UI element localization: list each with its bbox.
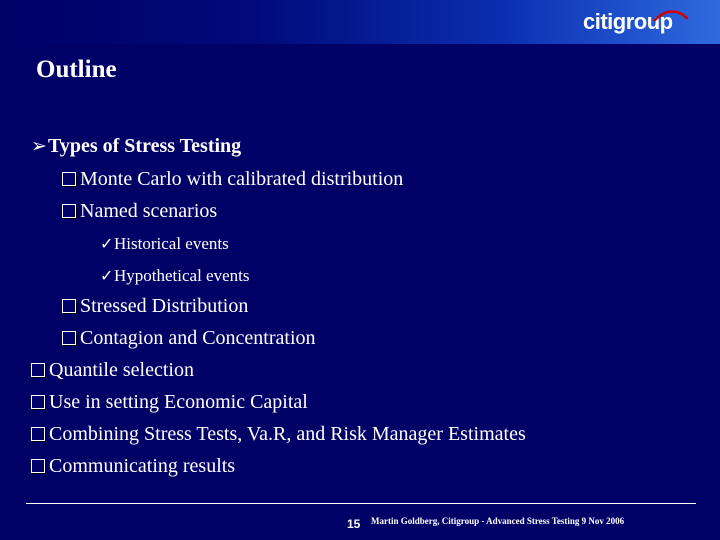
outline-item — [31, 422, 526, 446]
outline-item-text: Communicating results — [49, 455, 236, 477]
outline-item — [62, 326, 316, 350]
square-bullet-icon — [62, 204, 76, 218]
outline-item-text: Monte Carlo with calibrated distribution — [80, 168, 404, 190]
outline-item — [31, 134, 241, 159]
footer-text: Martin Goldberg, Citigroup - Advanced Stress Testing 9 Nov 2006 — [371, 516, 625, 526]
outline-item — [31, 358, 194, 382]
citigroup-logo — [583, 7, 703, 39]
square-bullet-icon — [62, 172, 76, 186]
arrow-bullet-icon: ➢ — [31, 136, 47, 157]
square-bullet-icon — [31, 363, 45, 377]
outline-item — [100, 264, 250, 289]
logo-text: citigroup — [583, 9, 673, 34]
logo-arc-icon — [653, 7, 689, 21]
outline-item-text: Use in setting Economic Capital — [49, 391, 308, 413]
outline-item-text: Types of Stress Testing — [48, 135, 242, 157]
footer-divider — [26, 503, 696, 504]
square-bullet-icon — [31, 395, 45, 409]
page-number: 15 — [347, 517, 361, 531]
outline-item-text: Hypothetical events — [114, 266, 250, 285]
header-bar — [0, 0, 720, 44]
outline-item-text: Named scenarios — [80, 200, 218, 222]
outline-item-text: Historical events — [114, 234, 229, 253]
outline-item-text: Combining Stress Tests, Va.R, and Risk Manager Estimates — [49, 423, 526, 445]
outline-item — [31, 390, 308, 414]
square-bullet-icon — [62, 299, 76, 313]
outline-item — [100, 232, 229, 257]
outline-item-text: Quantile selection — [49, 359, 194, 381]
check-bullet-icon: ✓ — [100, 236, 114, 253]
outline-item-text: Contagion and Concentration — [80, 327, 316, 349]
square-bullet-icon — [62, 331, 76, 345]
square-bullet-icon — [31, 427, 45, 441]
slide-title: Outline — [36, 56, 117, 83]
outline-item-text: Stressed Distribution — [80, 295, 249, 317]
outline-item — [62, 199, 217, 223]
outline-item — [31, 454, 235, 478]
square-bullet-icon — [31, 459, 45, 473]
outline-item — [62, 294, 248, 318]
outline-item — [62, 167, 403, 191]
check-bullet-icon: ✓ — [100, 268, 114, 285]
